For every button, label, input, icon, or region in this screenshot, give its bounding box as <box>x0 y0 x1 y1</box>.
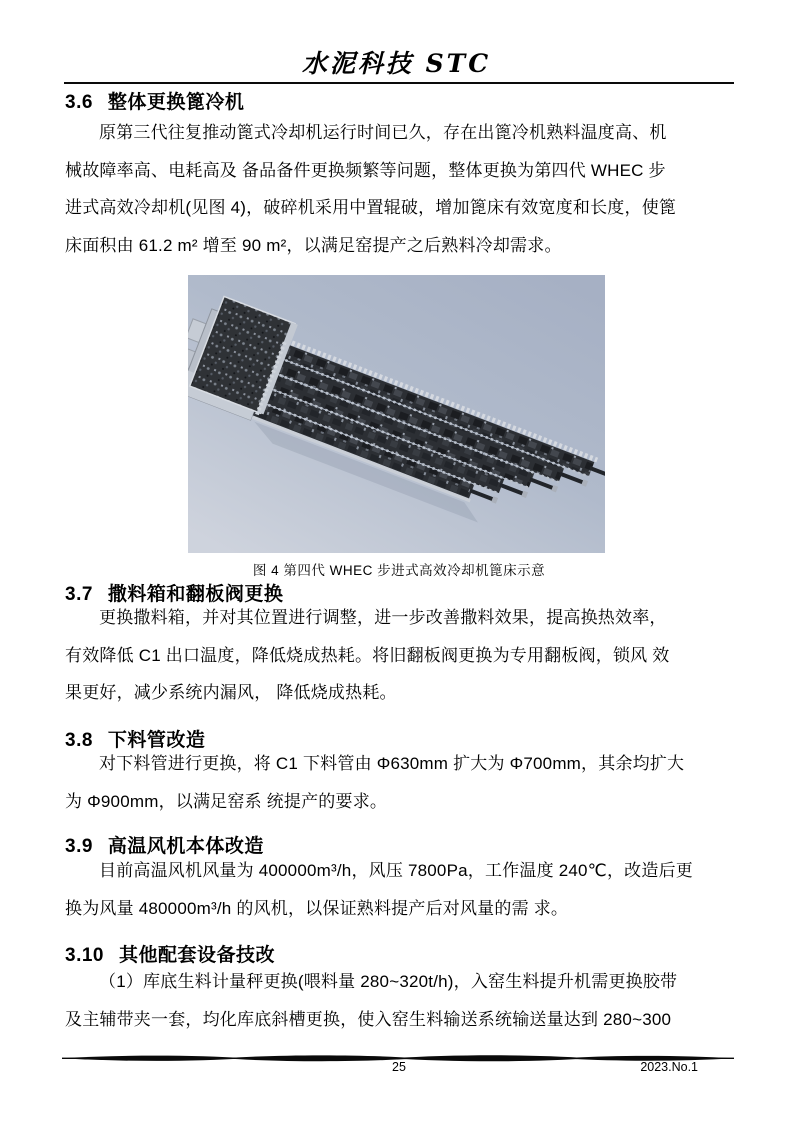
section-number: 3.8 <box>65 730 93 751</box>
journal-title: 水泥科技 STC <box>301 49 492 78</box>
figure-caption: 图 4 第四代 WHEC 步进式高效冷却机篦床示意 <box>252 563 546 578</box>
page-number: 25 <box>392 1060 406 1074</box>
section-number: 3.6 <box>65 92 93 113</box>
section-title: 下料管改造 <box>107 730 206 751</box>
section-number: 3.7 <box>65 584 93 605</box>
section-paragraph-3-10: （1）库底生料计量秤更换(喂料量 280~320t/h)，入窑生料提升机需更换胶带 及主辅带夹一套，均化库底斜槽更换，使入窑生料输送系统输送量达到 280~300 <box>65 972 678 1029</box>
section-title: 整体更换篦冷机 <box>107 92 245 113</box>
cooler-grate-bed-render <box>188 275 605 553</box>
footer-decorative-rule <box>62 1050 734 1059</box>
section-paragraph-3-7: 更换撒料箱，并对其位置进行调整，进一步改善撒料效果，提高换热效率， 有效降低 C1 出口温度，降低烧成热耗。将旧翻板阀更换为专用翻板阀，锁风 效 果更好，减少系统内漏风， 降低烧成热耗。 <box>65 608 670 702</box>
section-paragraph-3-8: 对下料管进行更换，将 C1 下料管由 Φ630mm 扩大为 Φ700mm，其余均扩大 为 Φ900mm，以满足窑系 统提产的要求。 <box>65 754 685 811</box>
section-paragraph-3-6: 原第三代往复推动篦式冷却机运行时间已久，存在出篦冷机熟料温度高、机 械故障率高、电耗高及 备品备件更换频繁等问题，整体更换为第四代 WHEC 步 进式高效冷却机(见图 4)，破碎机采用中置辊破，增加篦床有效宽度和长度，使篦 床面积由 61.2 m² 增至 90 m²，以满足窑提产之后熟料冷却需求。 <box>65 123 677 255</box>
header-rule <box>64 82 734 84</box>
section-paragraph-3-9: 目前高温风机风量为 400000m³/h，风压 7800Pa，工作温度 240℃，改造后更 换为风量 480000m³/h 的风机，以保证熟料提产后对风量的需 求。 <box>65 861 693 918</box>
issue-label: 2023.No.1 <box>640 1060 698 1074</box>
section-title: 撒料箱和翻板阀更换 <box>107 584 284 605</box>
section-number: 3.10 <box>65 945 104 966</box>
section-title: 其他配套设备技改 <box>118 945 275 966</box>
section-title: 高温风机本体改造 <box>107 836 264 857</box>
section-number: 3.9 <box>65 836 93 857</box>
figure-image <box>188 275 605 553</box>
section-heading-3-6 <box>65 87 244 114</box>
